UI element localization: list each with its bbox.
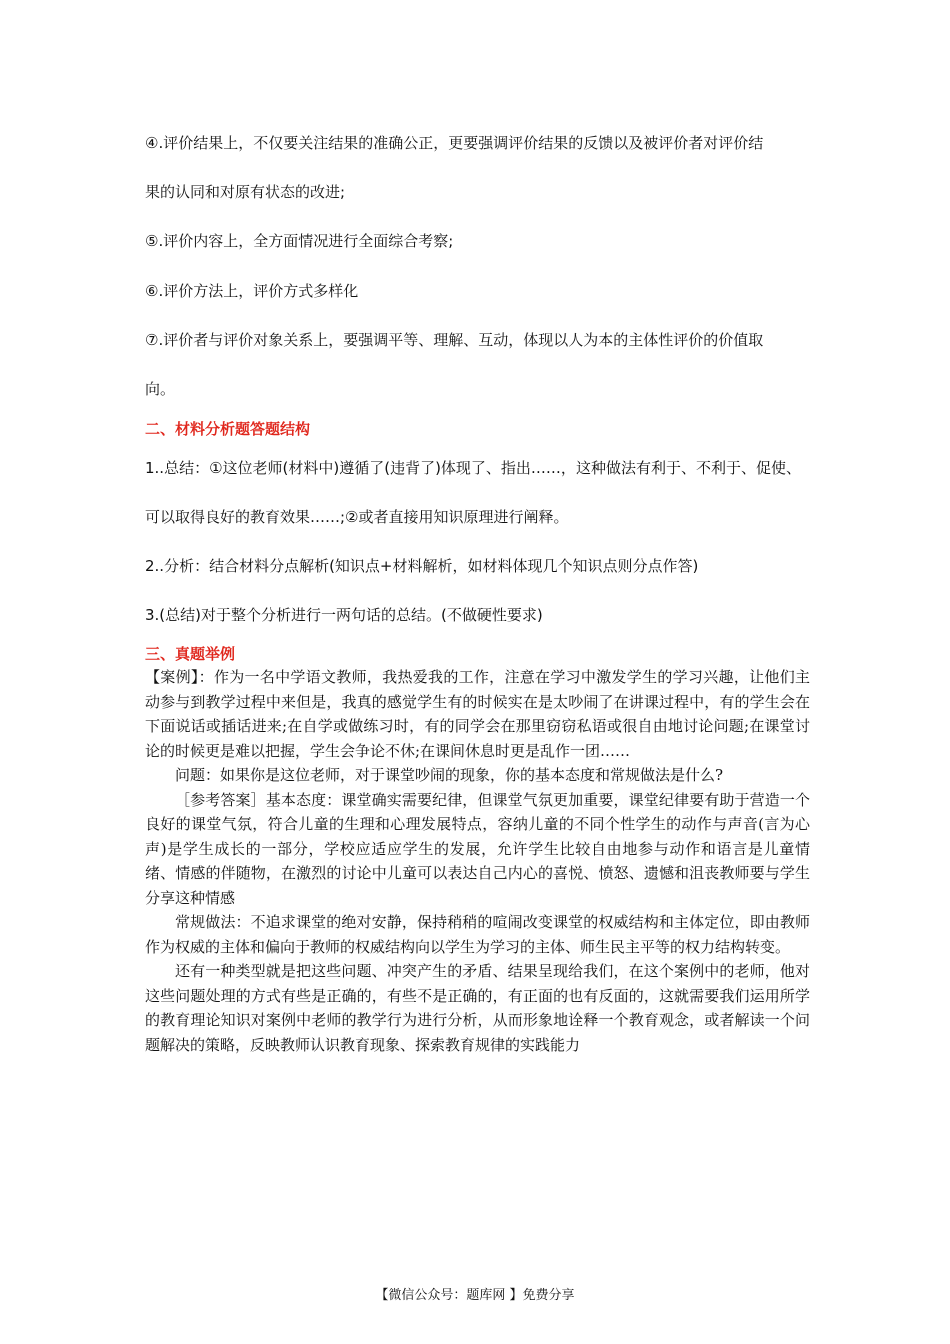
case-text: ：作为一名中学语文教师，我热爱我的工作，注意在学习中激发学生的学习兴趣，让他们主动参与到教学过程中来但是，我真的感觉学生有的时候实在是太吵闹了在讲课过程中，有的学生会在下面说话或插话进来;在自学或做练习时，有的同学会在那里窃窃私语或很自由地讨论问题;在课堂讨论的时候更是难以把握，学生会争论不休;在课间休息时更是乱作一团…… [145, 668, 810, 760]
case-label: 【案例】 [145, 668, 199, 686]
section2-item3: 3.(总结)对于整个分析进行一两句话的总结。(不做硬性要求) [145, 606, 543, 624]
answer-attitude: ［参考答案］基本态度：课堂确实需要纪律，但课堂气氛更加重要，课堂纪律要有助于营造一个良好的课堂气氛，符合儿童的生理和心理发展特点，容纳儿童的不同个性学生的动作与声音(言为心声)是学生成长的一部分，学校应适应学生的发展，允许学生比较自由地参与动作和语言是儿童情绪、情感的伴随物，在激烈的讨论中儿童可以表达自己内心的喜悦、愤怒、遗憾和沮丧教师要与学生分享这种情感 [145, 790, 810, 907]
case-study-block [145, 665, 810, 1057]
evaluation-point-4-line2: 果的认同和对原有状态的改进; [145, 183, 346, 201]
case-question: 问题：如果你是这位老师，对于课堂吵闹的现象，你的基本态度和常规做法是什么? [175, 766, 724, 784]
section2-item2: 2..分析：结合材料分点解析(知识点+材料解析，如材料体现几个知识点则分点作答) [145, 557, 699, 575]
section3-heading: 三、真题举例 [145, 645, 236, 663]
section2-heading: 二、材料分析题答题结构 [145, 420, 311, 438]
evaluation-point-6: ⑥.评价方法上，评价方式多样化 [145, 282, 359, 300]
page-footer: 【微信公众号：题库网 】免费分享 [375, 1288, 575, 1303]
answer-practice: 常规做法：不追求课堂的绝对安静，保持稍稍的喧闹改变课堂的权威结构和主体定位，即由教师作为权威的主体和偏向于教师的权威结构向以学生为学习的主体、师生民主平等的权力结构转变。 [145, 913, 810, 956]
evaluation-point-4-line1: ④.评价结果上，不仅要关注结果的准确公正，更要强调评价结果的反馈以及被评价者对评价结 [145, 134, 764, 152]
closing-paragraph: 还有一种类型就是把这些问题、冲突产生的矛盾、结果呈现给我们，在这个案例中的老师，他对这些问题处理的方式有些是正确的，有些不是正确的，有正面的也有反面的，这就需要我们运用所学的教育理论知识对案例中老师的教学行为进行分析，从而形象地诠释一个教育观念，或者解读一个问题解决的策略，反映教师认识教育现象、探索教育规律的实践能力 [145, 962, 810, 1054]
evaluation-point-5: ⑤.评价内容上，全方面情况进行全面综合考察; [145, 232, 454, 250]
section2-item1-line1: 1..总结：①这位老师(材料中)遵循了(违背了)体现了、指出……，这种做法有利于、不利于、促使、 [145, 459, 801, 477]
case-paragraph [145, 665, 810, 763]
evaluation-point-7-line2: 向。 [145, 380, 176, 398]
section2-item1-line2: 可以取得良好的教育效果……;②或者直接用知识原理进行阐释。 [145, 508, 569, 526]
evaluation-point-7-line1: ⑦.评价者与评价对象关系上，要强调平等、理解、互动，体现以人为本的主体性评价的价值取 [145, 331, 764, 349]
